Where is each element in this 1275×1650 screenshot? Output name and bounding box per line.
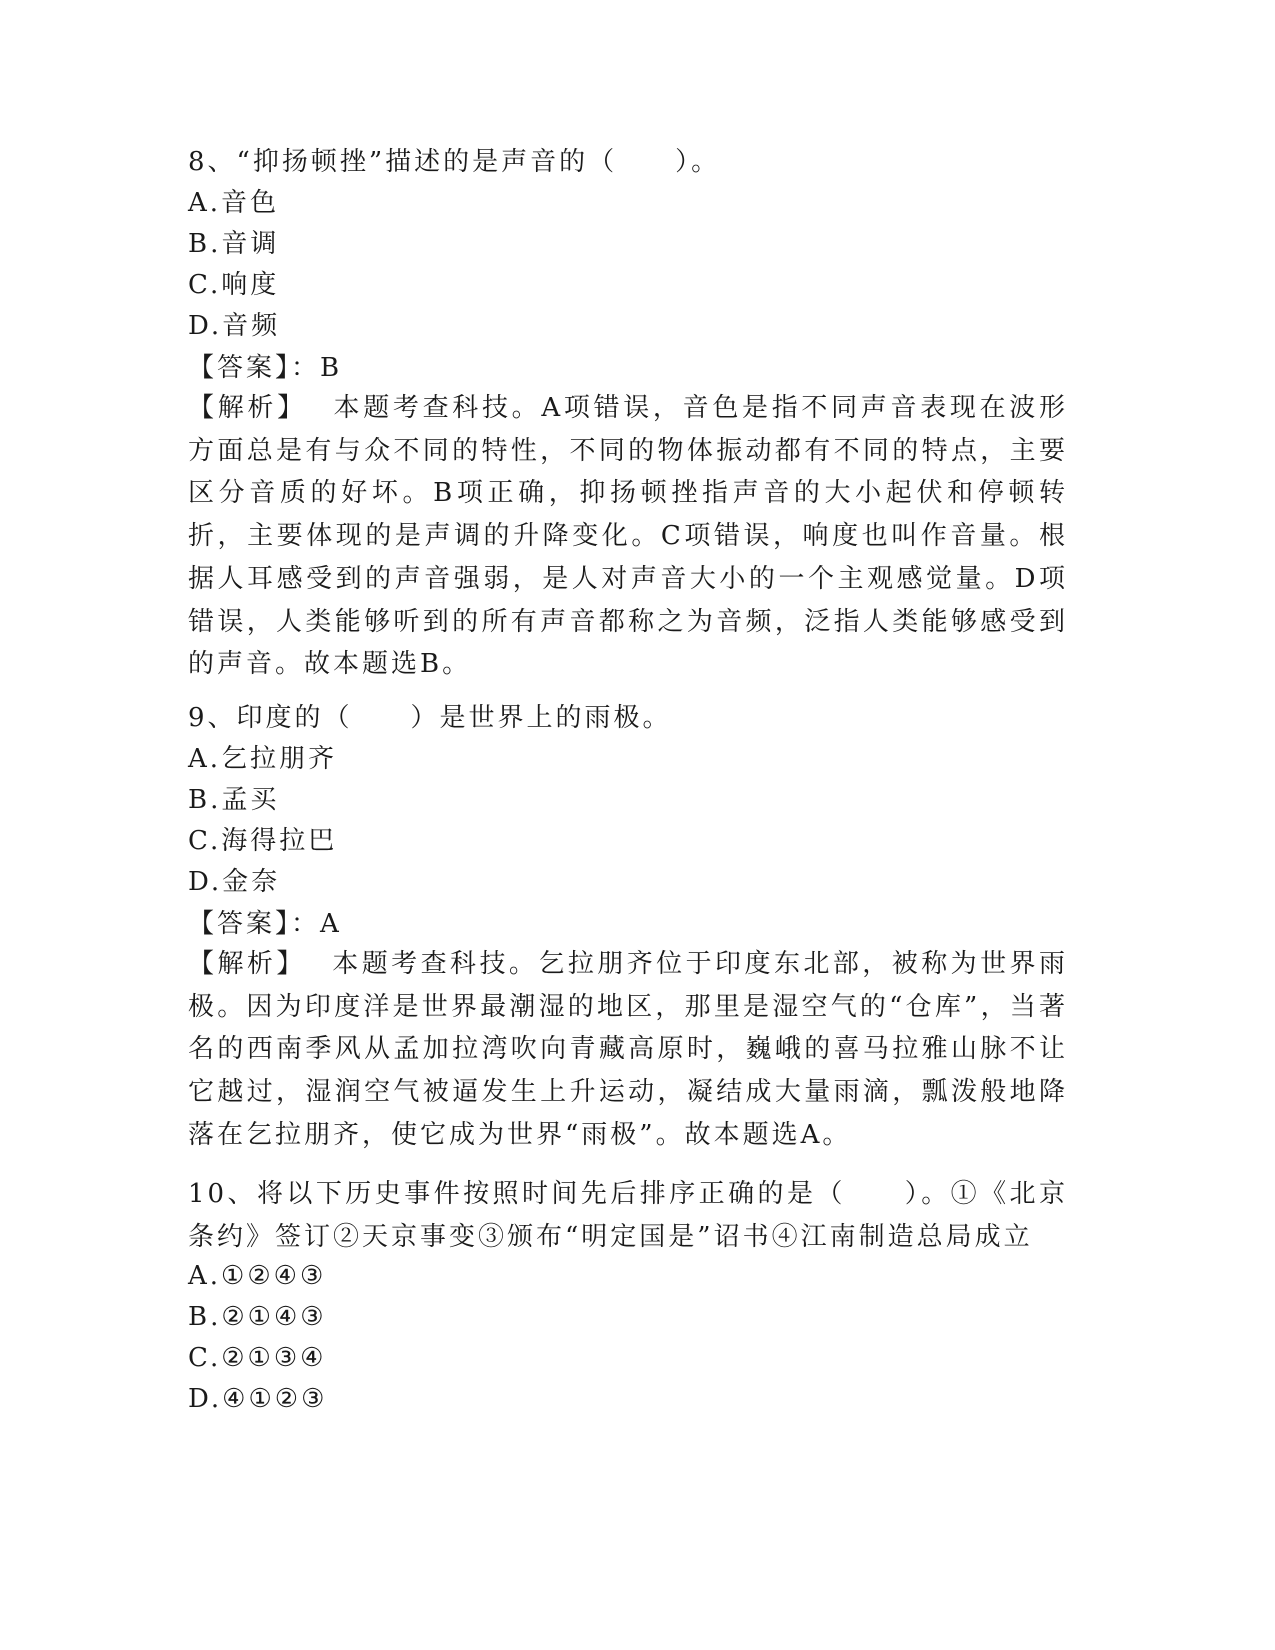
- question-10-option-b: B.②①④③: [188, 1302, 327, 1332]
- question-8-option-d: D.音频: [188, 311, 281, 341]
- question-8-answer: [188, 353, 342, 383]
- question-10-option-a: A.①②④③: [188, 1261, 327, 1291]
- answer-label: 【答案】: [188, 909, 292, 939]
- analysis-text: 本题考查科技。A项错误，音色是指不同声音表现在波形方面总是有与众不同的特性，不同的物体振动都有不同的特点，主要区分音质的好坏。B项正确，抑扬顿挫指声音的大小起伏和停顿转折，主要体现的是声调的升降变化。C项错误，响度也叫作音量。根据人耳感受到的声音强弱，是人对声音大小的一个主观感觉量。D项错误，人类能够听到的所有声音都称之为音频，泛指人类能够感受到的声音。故本题选B。: [188, 393, 1068, 680]
- question-9-option-c: C.海得拉巴: [188, 826, 338, 856]
- question-9-answer: [188, 909, 342, 939]
- question-8-option-a: A.音色: [188, 188, 280, 218]
- question-8-analysis: [188, 387, 1068, 686]
- question-8-stem: 8、“抑扬顿挫”描述的是声音的（ ）。: [188, 147, 721, 177]
- analysis-label: 【解析】: [188, 949, 306, 979]
- analysis-text: 本题考查科技。乞拉朋齐位于印度东北部，被称为世界雨极。因为印度洋是世界最潮湿的地区，那里是湿空气的“仓库”，当著名的西南季风从孟加拉湾吹向青藏高原时，巍峨的喜马拉雅山脉不让它越过，湿润空气被逼发生上升运动，凝结成大量雨滴，瓢泼般地降落在乞拉朋齐，使它成为世界“雨极”。故本题选A。: [188, 949, 1068, 1150]
- question-8-option-c: C.响度: [188, 270, 280, 300]
- question-8-option-b: B.音调: [188, 229, 280, 259]
- answer-label: 【答案】: [188, 353, 292, 383]
- question-9-option-a: A.乞拉朋齐: [188, 744, 338, 774]
- question-9-option-d: D.金奈: [188, 867, 281, 897]
- question-9-stem: 9、印度的（ ）是世界上的雨极。: [188, 703, 672, 733]
- question-9-analysis: [188, 943, 1068, 1157]
- question-10-option-d: D.④①②③: [188, 1384, 328, 1414]
- question-9-option-b: B.孟买: [188, 785, 280, 815]
- question-10-stem: 10、将以下历史事件按照时间先后排序正确的是（ ）。①《北京条约》签订②天京事变③颁布“明定国是”诏书④江南制造总局成立: [188, 1179, 1068, 1252]
- analysis-label: 【解析】: [188, 393, 307, 423]
- answer-value: ：B: [291, 353, 343, 383]
- question-10-option-c: C.②①③④: [188, 1343, 327, 1373]
- answer-value: ：A: [291, 909, 342, 939]
